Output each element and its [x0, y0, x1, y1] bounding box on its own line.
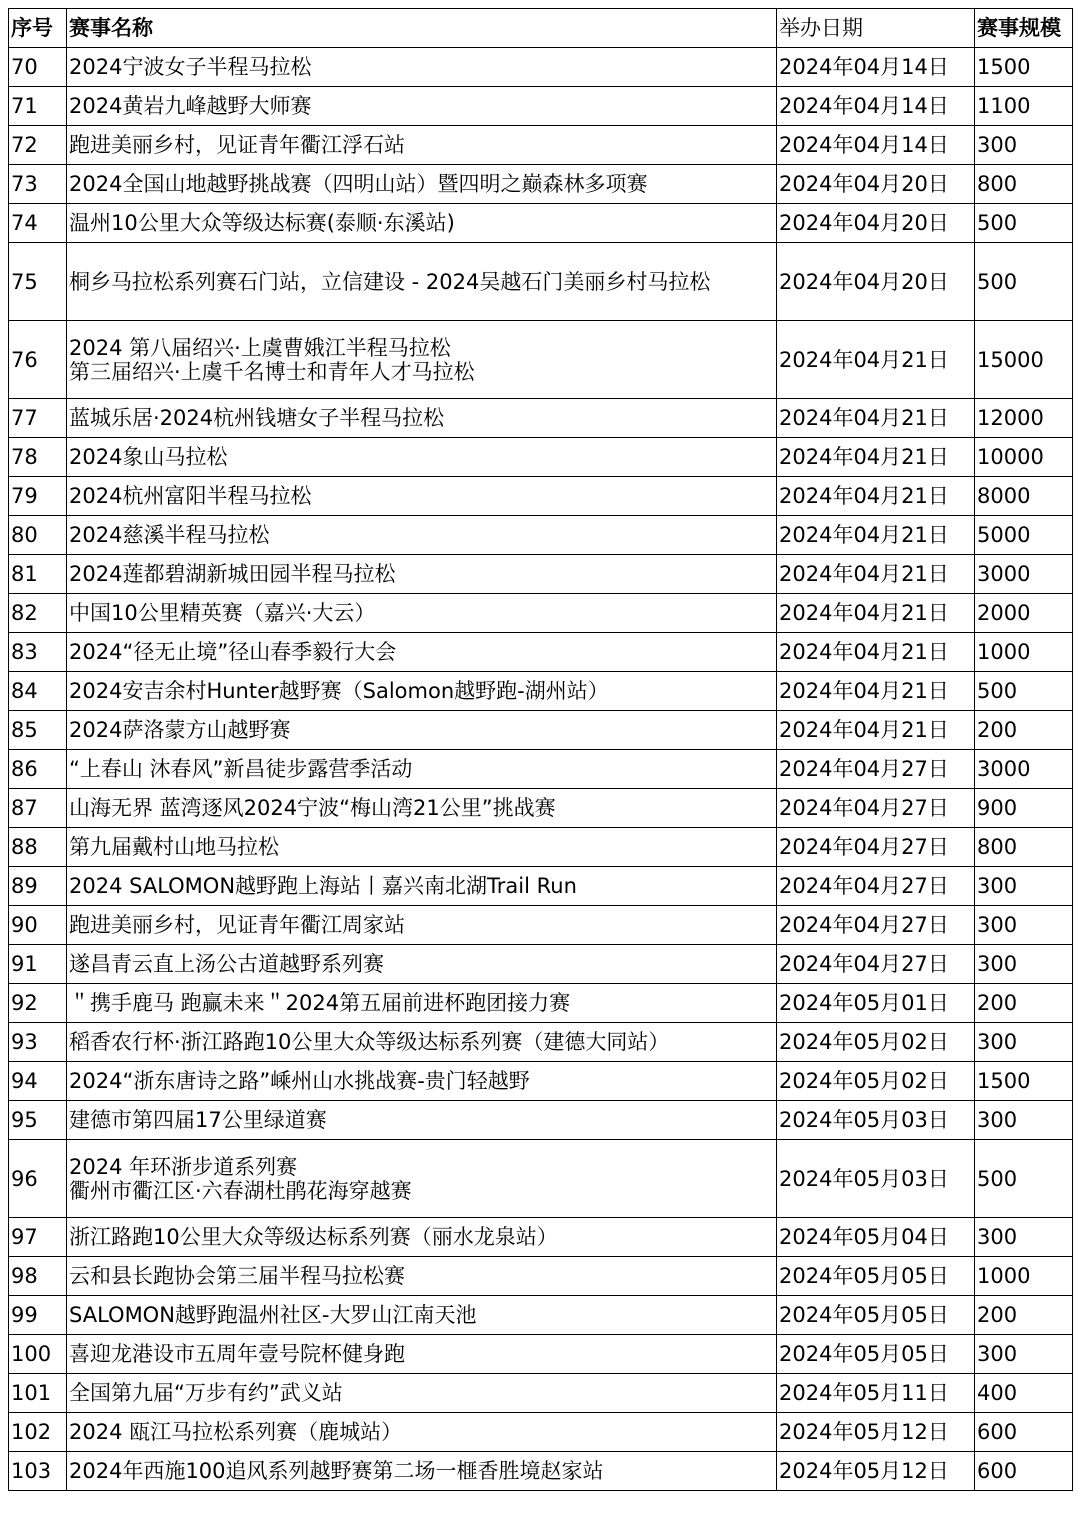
event-date: 2024年04月27日 — [777, 750, 975, 789]
event-name-line: 桐乡马拉松系列赛石门站，立信建设 - 2024吴越石门美丽乡村马拉松 — [69, 269, 711, 294]
event-date: 2024年05月12日 — [777, 1413, 975, 1452]
event-name-line: 2024“径无止境”径山春季毅行大会 — [69, 640, 397, 664]
event-date: 2024年04月21日 — [777, 594, 975, 633]
event-date: 2024年05月12日 — [777, 1452, 975, 1491]
event-date: 2024年04月21日 — [777, 399, 975, 438]
event-name — [67, 1335, 777, 1374]
event-name-line: 喜迎龙港设市五周年壹号院杯健身跑 — [69, 1342, 405, 1366]
event-name-line: 2024象山马拉松 — [69, 445, 228, 469]
event-name-line: “上春山 沐春风”新昌徒步露营季活动 — [69, 757, 413, 781]
event-name — [67, 1101, 777, 1140]
event-name — [67, 399, 777, 438]
event-date: 2024年05月05日 — [777, 1257, 975, 1296]
table-row — [9, 321, 1073, 399]
table-row — [9, 1296, 1073, 1335]
event-name — [67, 1140, 777, 1218]
event-name — [67, 1374, 777, 1413]
row-number: 85 — [9, 711, 67, 750]
event-name-line: 稻香农行杯·浙江路跑10公里大众等级达标系列赛（建德大同站） — [69, 1030, 670, 1054]
table-row — [9, 204, 1073, 243]
event-name — [67, 438, 777, 477]
event-name-line: 2024 瓯江马拉松系列赛（鹿城站） — [69, 1420, 403, 1444]
event-scale: 800 — [975, 828, 1073, 867]
event-scale: 400 — [975, 1374, 1073, 1413]
event-name — [67, 828, 777, 867]
table-row — [9, 1452, 1073, 1491]
event-name — [67, 87, 777, 126]
event-date: 2024年04月21日 — [777, 555, 975, 594]
event-scale: 2000 — [975, 594, 1073, 633]
event-name — [67, 750, 777, 789]
event-date: 2024年04月27日 — [777, 789, 975, 828]
event-date: 2024年04月21日 — [777, 321, 975, 399]
event-scale: 300 — [975, 1101, 1073, 1140]
event-date: 2024年04月27日 — [777, 867, 975, 906]
event-name — [67, 945, 777, 984]
table-row — [9, 945, 1073, 984]
event-date: 2024年05月02日 — [777, 1023, 975, 1062]
event-scale: 300 — [975, 1218, 1073, 1257]
event-name-line: 遂昌青云直上汤公古道越野系列赛 — [69, 952, 384, 976]
event-scale: 300 — [975, 945, 1073, 984]
event-scale: 1000 — [975, 1257, 1073, 1296]
event-name — [67, 633, 777, 672]
event-scale: 500 — [975, 1140, 1073, 1218]
event-name-line: 2024年西施100追风系列越野赛第二场一榧香胜境赵家站 — [69, 1459, 604, 1483]
event-scale: 5000 — [975, 516, 1073, 555]
table-row — [9, 1374, 1073, 1413]
table-row — [9, 828, 1073, 867]
table-row — [9, 750, 1073, 789]
table-row — [9, 1023, 1073, 1062]
event-name-line: 2024黄岩九峰越野大师赛 — [69, 94, 312, 118]
event-name-line: 2024宁波女子半程马拉松 — [69, 55, 312, 79]
table-row — [9, 555, 1073, 594]
event-name — [67, 516, 777, 555]
row-number: 97 — [9, 1218, 67, 1257]
row-number: 77 — [9, 399, 67, 438]
event-name — [67, 1413, 777, 1452]
event-name-line: 2024莲都碧湖新城田园半程马拉松 — [69, 562, 396, 586]
event-scale: 1000 — [975, 633, 1073, 672]
header-scale: 赛事规模 — [975, 9, 1073, 48]
table-row — [9, 87, 1073, 126]
event-date: 2024年04月21日 — [777, 438, 975, 477]
event-date: 2024年04月27日 — [777, 945, 975, 984]
table-row — [9, 1257, 1073, 1296]
table-row — [9, 1140, 1073, 1218]
event-name — [67, 594, 777, 633]
table-row — [9, 1101, 1073, 1140]
event-date: 2024年05月04日 — [777, 1218, 975, 1257]
row-number: 80 — [9, 516, 67, 555]
event-name-line: 山海无界 蓝湾逐风2024宁波“梅山湾21公里”挑战赛 — [69, 796, 556, 820]
event-scale: 300 — [975, 1023, 1073, 1062]
event-date: 2024年05月05日 — [777, 1296, 975, 1335]
header-date: 举办日期 — [777, 9, 975, 48]
event-name-line: 建德市第四届17公里绿道赛 — [69, 1108, 327, 1132]
event-name-line: 2024萨洛蒙方山越野赛 — [69, 718, 291, 742]
table-row — [9, 516, 1073, 555]
event-name-line: 2024“浙东唐诗之路”嵊州山水挑战赛-贵门轻越野 — [69, 1069, 530, 1093]
event-scale: 500 — [975, 672, 1073, 711]
event-name-line: SALOMON越野跑温州社区-大罗山江南天池 — [69, 1303, 477, 1327]
header-no: 序号 — [9, 9, 67, 48]
event-date: 2024年04月14日 — [777, 126, 975, 165]
event-scale: 1100 — [975, 87, 1073, 126]
row-number: 81 — [9, 555, 67, 594]
table-row — [9, 438, 1073, 477]
event-name-line: 蓝城乐居·2024杭州钱塘女子半程马拉松 — [69, 406, 445, 430]
row-number: 71 — [9, 87, 67, 126]
event-scale: 1500 — [975, 1062, 1073, 1101]
table-row — [9, 477, 1073, 516]
event-name — [67, 1023, 777, 1062]
event-date: 2024年04月27日 — [777, 828, 975, 867]
event-name-line: 第九届戴村山地马拉松 — [69, 835, 279, 859]
row-number: 78 — [9, 438, 67, 477]
event-scale: 500 — [975, 204, 1073, 243]
event-scale: 8000 — [975, 477, 1073, 516]
row-number: 75 — [9, 243, 67, 321]
event-date: 2024年04月20日 — [777, 165, 975, 204]
table-row — [9, 48, 1073, 87]
table-row — [9, 243, 1073, 321]
event-name-line: 温州10公里大众等级达标赛(泰顺·东溪站) — [69, 211, 455, 235]
table-row — [9, 1062, 1073, 1101]
event-name — [67, 867, 777, 906]
event-date: 2024年04月14日 — [777, 48, 975, 87]
event-date: 2024年05月02日 — [777, 1062, 975, 1101]
event-name — [67, 555, 777, 594]
event-name-line: 2024 年环浙步道系列赛 — [69, 1154, 298, 1179]
event-name — [67, 165, 777, 204]
table-row — [9, 1335, 1073, 1374]
event-name — [67, 1452, 777, 1491]
row-number: 102 — [9, 1413, 67, 1452]
event-scale: 15000 — [975, 321, 1073, 399]
event-date: 2024年04月21日 — [777, 672, 975, 711]
row-number: 88 — [9, 828, 67, 867]
row-number: 101 — [9, 1374, 67, 1413]
row-number: 82 — [9, 594, 67, 633]
event-name-line: 云和县长跑协会第三届半程马拉松赛 — [69, 1264, 405, 1288]
event-scale: 800 — [975, 165, 1073, 204]
event-date: 2024年04月21日 — [777, 633, 975, 672]
event-scale: 3000 — [975, 555, 1073, 594]
event-scale: 300 — [975, 867, 1073, 906]
row-number: 70 — [9, 48, 67, 87]
row-number: 89 — [9, 867, 67, 906]
event-date: 2024年04月21日 — [777, 516, 975, 555]
table-row — [9, 165, 1073, 204]
table-row — [9, 1218, 1073, 1257]
event-name-line: 中国10公里精英赛（嘉兴·大云） — [69, 601, 376, 625]
event-date: 2024年04月21日 — [777, 711, 975, 750]
table-row — [9, 984, 1073, 1023]
row-number: 84 — [9, 672, 67, 711]
event-scale: 600 — [975, 1413, 1073, 1452]
event-name-line: 浙江路跑10公里大众等级达标系列赛（丽水龙泉站） — [69, 1225, 558, 1249]
event-name-line: 2024全国山地越野挑战赛（四明山站）暨四明之巅森林多项赛 — [69, 172, 648, 196]
event-name — [67, 1296, 777, 1335]
event-scale: 200 — [975, 1296, 1073, 1335]
header-row — [9, 9, 1073, 48]
row-number: 100 — [9, 1335, 67, 1374]
event-name-line: 跑进美丽乡村，见证青年衢江浮石站 — [69, 133, 405, 157]
event-scale: 3000 — [975, 750, 1073, 789]
header-name: 赛事名称 — [67, 9, 777, 48]
row-number: 99 — [9, 1296, 67, 1335]
table-row — [9, 1413, 1073, 1452]
event-scale: 300 — [975, 126, 1073, 165]
event-scale: 300 — [975, 1335, 1073, 1374]
event-name — [67, 672, 777, 711]
table-row — [9, 789, 1073, 828]
event-date: 2024年05月03日 — [777, 1140, 975, 1218]
row-number: 76 — [9, 321, 67, 399]
event-scale: 300 — [975, 906, 1073, 945]
event-name-line: 2024杭州富阳半程马拉松 — [69, 484, 312, 508]
table-row — [9, 594, 1073, 633]
event-date: 2024年04月21日 — [777, 477, 975, 516]
table-body — [9, 48, 1073, 1491]
event-scale: 10000 — [975, 438, 1073, 477]
row-number: 74 — [9, 204, 67, 243]
event-date: 2024年05月05日 — [777, 1335, 975, 1374]
row-number: 73 — [9, 165, 67, 204]
event-date: 2024年04月14日 — [777, 87, 975, 126]
table-row — [9, 906, 1073, 945]
event-name — [67, 711, 777, 750]
event-name — [67, 243, 777, 321]
row-number: 98 — [9, 1257, 67, 1296]
event-name — [67, 1218, 777, 1257]
event-name — [67, 1257, 777, 1296]
row-number: 87 — [9, 789, 67, 828]
event-name-line: ＂携手鹿马 跑赢未来＂2024第五届前进杯跑团接力赛 — [69, 991, 571, 1015]
table-row — [9, 711, 1073, 750]
event-date: 2024年04月20日 — [777, 204, 975, 243]
event-name-line: 2024 第八届绍兴·上虞曹娥江半程马拉松 — [69, 335, 451, 360]
event-name-line: 跑进美丽乡村，见证青年衢江周家站 — [69, 913, 405, 937]
row-number: 86 — [9, 750, 67, 789]
event-date: 2024年05月03日 — [777, 1101, 975, 1140]
event-name — [67, 321, 777, 399]
event-name — [67, 1062, 777, 1101]
row-number: 96 — [9, 1140, 67, 1218]
event-name — [67, 906, 777, 945]
event-scale: 600 — [975, 1452, 1073, 1491]
event-name-line: 全国第九届“万步有约”武义站 — [69, 1381, 343, 1405]
event-scale: 1500 — [975, 48, 1073, 87]
event-scale: 200 — [975, 711, 1073, 750]
event-scale: 500 — [975, 243, 1073, 321]
row-number: 79 — [9, 477, 67, 516]
event-scale: 900 — [975, 789, 1073, 828]
event-name — [67, 48, 777, 87]
event-name — [67, 789, 777, 828]
row-number: 92 — [9, 984, 67, 1023]
row-number: 91 — [9, 945, 67, 984]
event-name — [67, 984, 777, 1023]
event-date: 2024年05月01日 — [777, 984, 975, 1023]
row-number: 95 — [9, 1101, 67, 1140]
event-date: 2024年04月27日 — [777, 906, 975, 945]
event-scale: 12000 — [975, 399, 1073, 438]
events-table — [8, 8, 1073, 1491]
event-date: 2024年05月11日 — [777, 1374, 975, 1413]
row-number: 83 — [9, 633, 67, 672]
row-number: 94 — [9, 1062, 67, 1101]
event-name-line: 2024慈溪半程马拉松 — [69, 523, 270, 547]
event-name — [67, 204, 777, 243]
event-name-line: 第三届绍兴·上虞千名博士和青年人才马拉松 — [69, 359, 475, 384]
row-number: 90 — [9, 906, 67, 945]
row-number: 93 — [9, 1023, 67, 1062]
event-date: 2024年04月20日 — [777, 243, 975, 321]
table-row — [9, 672, 1073, 711]
row-number: 103 — [9, 1452, 67, 1491]
table-row — [9, 633, 1073, 672]
table-row — [9, 399, 1073, 438]
event-name-line: 2024 SALOMON越野跑上海站丨嘉兴南北湖Trail Run — [69, 874, 577, 898]
table-row — [9, 126, 1073, 165]
event-name-line: 衢州市衢江区·六春湖杜鹃花海穿越赛 — [69, 1178, 412, 1203]
table-row — [9, 867, 1073, 906]
event-name — [67, 477, 777, 516]
event-name-line: 2024安吉余村Hunter越野赛（Salomon越野跑-湖州站） — [69, 679, 609, 703]
row-number: 72 — [9, 126, 67, 165]
event-scale: 200 — [975, 984, 1073, 1023]
event-name — [67, 126, 777, 165]
